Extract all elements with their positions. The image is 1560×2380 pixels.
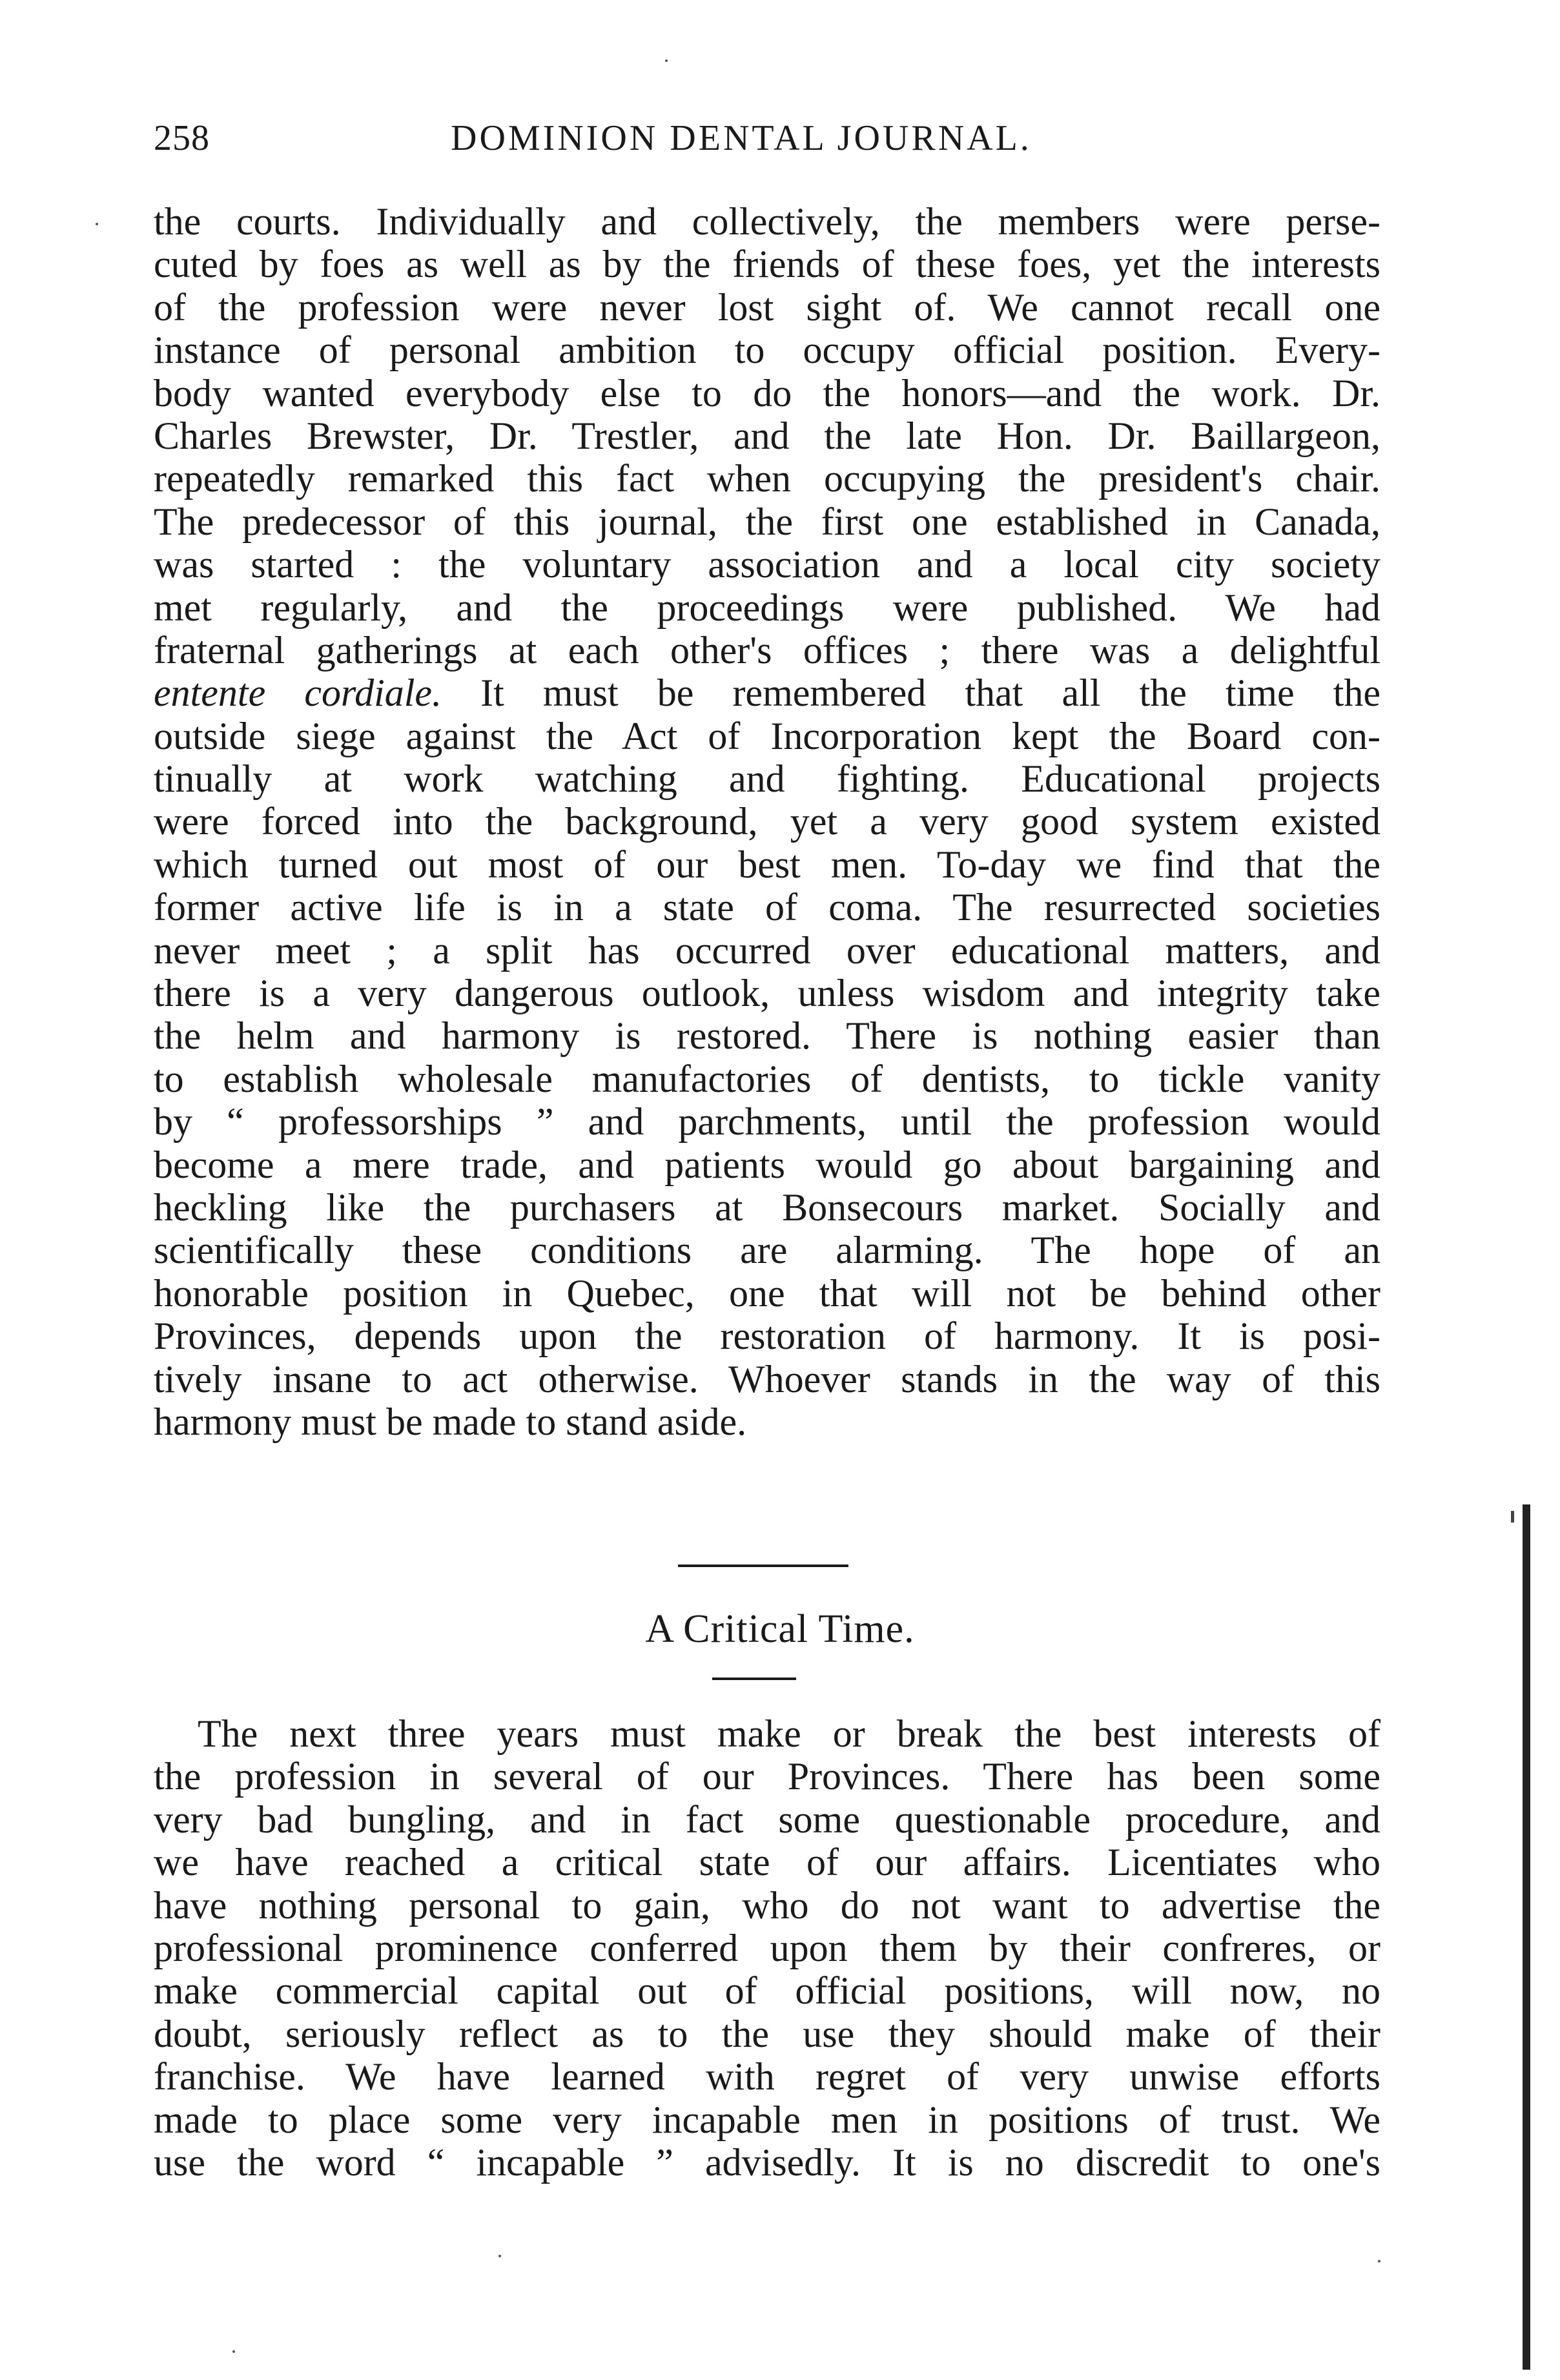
text-line: the profession in several of our Provinces. There has been some bbox=[154, 1755, 1380, 1798]
text-line: very bad bungling, and in fact some questionable procedure, and bbox=[154, 1798, 1380, 1841]
italic-phrase: entente cordiale. bbox=[154, 672, 442, 715]
text-line: instance of personal ambition to occupy official position. Every- bbox=[154, 329, 1380, 372]
text-line: Provinces, depends upon the restoration of harmony. It is posi- bbox=[154, 1315, 1380, 1358]
title-underline-rule bbox=[712, 1677, 796, 1680]
text-line: The predecessor of this journal, the first one established in Canada, bbox=[154, 500, 1380, 543]
text-line: of the profession were never lost sight of. We cannot recall one bbox=[154, 285, 1380, 329]
text-line: professional prominence conferred upon them by their confreres, or bbox=[154, 1926, 1380, 1969]
page-edge-shadow bbox=[1523, 1504, 1530, 2370]
text-line: repeatedly remarked this fact when occupying the president's chair. bbox=[154, 457, 1380, 500]
text-line: never meet ; a split has occurred over educational matters, and bbox=[154, 928, 1380, 972]
text-line-rest: It must be remembered that all the time the bbox=[480, 672, 1380, 715]
text-line: heckling like the purchasers at Bonsecours market. Socially and bbox=[154, 1185, 1380, 1229]
text-line: there is a very dangerous outlook, unless wisdom and integrity take bbox=[154, 972, 1380, 1015]
running-title: DOMINION DENTAL JOURNAL. bbox=[451, 118, 1032, 158]
text-line: fraternal gatherings at each other's offices ; there was a delightful bbox=[154, 628, 1380, 672]
print-speck bbox=[232, 2350, 235, 2353]
text-line: become a mere trade, and patients would go about bargaining and bbox=[154, 1143, 1380, 1186]
page-header bbox=[154, 118, 1380, 169]
text-line: which turned out most of our best men. To-day we find that the bbox=[154, 843, 1380, 886]
text-line: tively insane to act otherwise. Whoever stands in the way of this bbox=[154, 1357, 1380, 1400]
print-speck bbox=[665, 59, 668, 62]
text-line: met regularly, and the proceedings were published. We had bbox=[154, 586, 1380, 629]
text-line: franchise. We have learned with regret of very unwise efforts bbox=[154, 2055, 1380, 2098]
print-speck bbox=[1378, 2260, 1380, 2262]
text-line: were forced into the background, yet a very good system existed bbox=[154, 800, 1380, 843]
print-speck bbox=[498, 2255, 501, 2257]
text-line-last: harmony must be made to stand aside. bbox=[154, 1400, 747, 1443]
text-line: have nothing personal to gain, who do not want to advertise the bbox=[154, 1883, 1380, 1927]
text-line: scientifically these conditions are alarming. The hope of an bbox=[154, 1229, 1380, 1272]
text-line: cuted by foes as well as by the friends of these foes, yet the interests bbox=[154, 243, 1380, 286]
text-line: to establish wholesale manufactories of dentists, to tickle vanity bbox=[154, 1057, 1380, 1100]
text-line: the courts. Individually and collectively, the members were perse- bbox=[154, 200, 1380, 243]
text-line: tinually at work watching and fighting. Educational projects bbox=[154, 757, 1380, 801]
text-line: use the word “ incapable ” advisedly. It is no discredit to one's bbox=[154, 2140, 1380, 2184]
text-line: former active life is in a state of coma. The resurrected societies bbox=[154, 886, 1380, 929]
text-line: was started : the voluntary association and a local city society bbox=[154, 543, 1380, 586]
page-edge-mark bbox=[1511, 1511, 1514, 1523]
text-line: Charles Brewster, Dr. Trestler, and the late Hon. Dr. Baillargeon, bbox=[154, 414, 1380, 457]
text-line: by “ professorships ” and parchments, until the profession would bbox=[154, 1100, 1380, 1144]
page-number: 258 bbox=[154, 118, 210, 158]
text-line: make commercial capital out of official positions, will now, no bbox=[154, 1969, 1380, 2013]
text-line-with-italic bbox=[154, 672, 1380, 714]
text-line: we have reached a critical state of our affairs. Licentiates who bbox=[154, 1841, 1380, 1884]
print-speck bbox=[96, 223, 98, 225]
text-line: outside siege against the Act of Incorporation kept the Board con- bbox=[154, 714, 1380, 757]
paragraph-continuation bbox=[154, 200, 1380, 1443]
text-line: made to place some very incapable men in positions of trust. We bbox=[154, 2098, 1380, 2141]
text-line-first: The next three years must make or break the best interests of bbox=[198, 1712, 1380, 1755]
text-line: doubt, seriously reflect as to the use they should make of their bbox=[154, 2012, 1380, 2055]
paragraph-critical-time bbox=[154, 1712, 1380, 2184]
section-title: A Critical Time. bbox=[645, 1607, 915, 1651]
section-divider-rule bbox=[678, 1564, 848, 1567]
text-line: body wanted everybody else to do the honors—and the work. Dr. bbox=[154, 371, 1380, 415]
text-line: honorable position in Quebec, one that will not be behind other bbox=[154, 1271, 1380, 1315]
text-line: the helm and harmony is restored. There is nothing easier than bbox=[154, 1014, 1380, 1058]
